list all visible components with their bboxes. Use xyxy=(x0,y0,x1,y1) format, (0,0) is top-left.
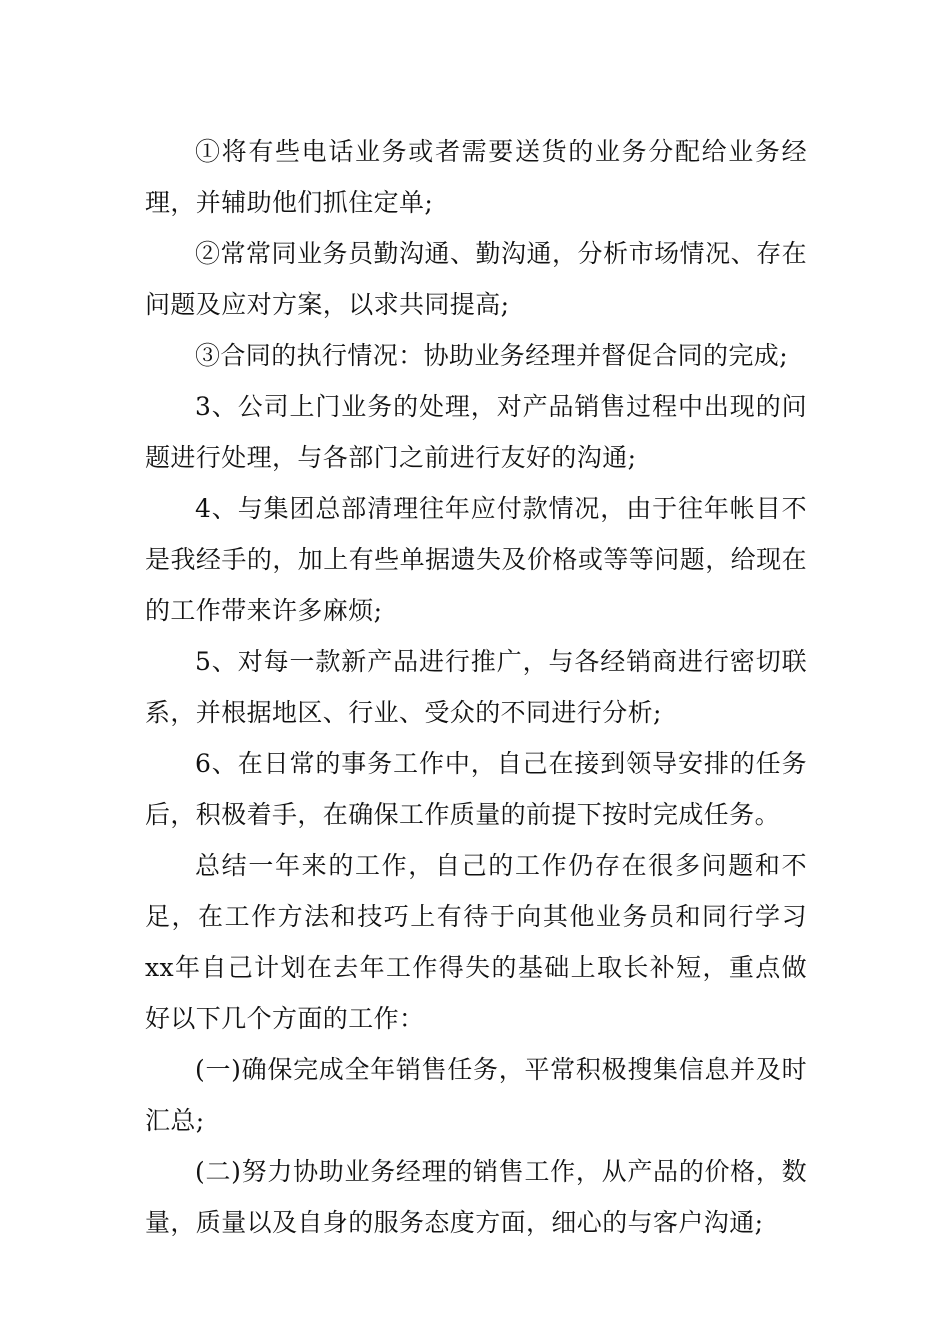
paragraph-7: 6、在日常的事务工作中，自己在接到领导安排的任务后，积极着手，在确保工作质量的前提下按时完成任务。 xyxy=(145,749,807,829)
paragraph-6: 5、对每一款新产品进行推广，与各经销商进行密切联系，并根据地区、行业、受众的不同进行分析; xyxy=(145,647,807,727)
document-body xyxy=(145,126,807,1248)
paragraph-1: ①将有些电话业务或者需要送货的业务分配给业务经理，并辅助他们抓住定单; xyxy=(145,137,807,217)
paragraph-5: 4、与集团总部清理往年应付款情况，由于往年帐目不是我经手的，加上有些单据遗失及价格或等等问题，给现在的工作带来许多麻烦; xyxy=(145,494,807,625)
paragraph-3: ③合同的执行情况：协助业务经理并督促合同的完成; xyxy=(195,341,789,370)
paragraph-2: ②常常同业务员勤沟通、勤沟通，分析市场情况、存在问题及应对方案，以求共同提高; xyxy=(145,239,807,319)
paragraph-8: 总结一年来的工作，自己的工作仍存在很多问题和不足，在工作方法和技巧上有待于向其他业务员和同行学习xx年自己计划在去年工作得失的基础上取长补短，重点做好以下几个方面的工作： xyxy=(145,851,807,1033)
paragraph-9: (一)确保完成全年销售任务，平常积极搜集信息并及时汇总; xyxy=(145,1055,807,1135)
paragraph-10: (二)努力协助业务经理的销售工作，从产品的价格，数量，质量以及自身的服务态度方面，细心的与客户沟通; xyxy=(145,1157,807,1237)
paragraph-4: 3、公司上门业务的处理，对产品销售过程中出现的问题进行处理，与各部门之前进行友好的沟通; xyxy=(145,392,807,472)
